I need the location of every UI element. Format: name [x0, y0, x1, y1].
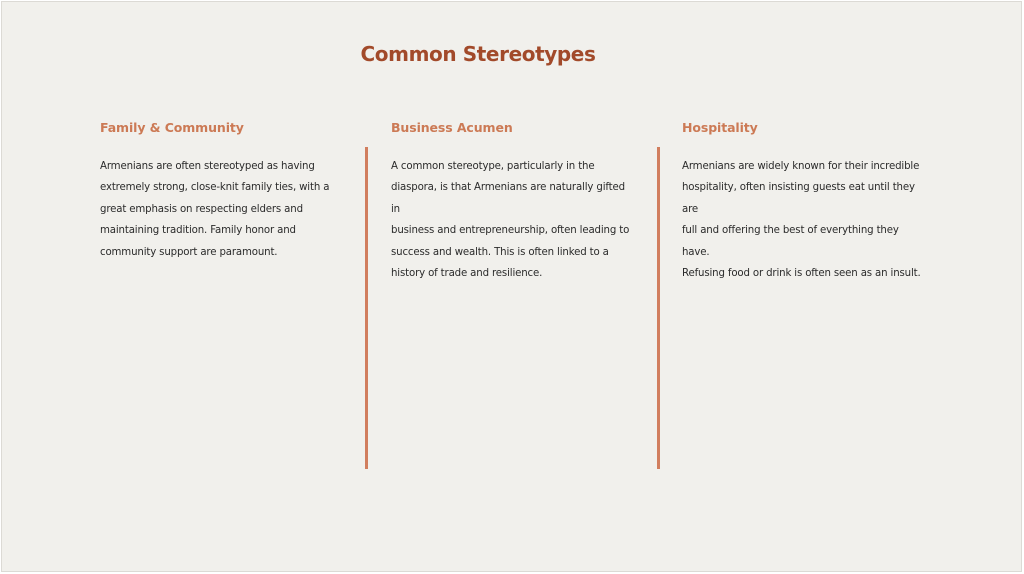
- slide: [1, 1, 1022, 572]
- column-heading: Family & Community: [100, 120, 244, 135]
- column-hospitality: [682, 119, 922, 284]
- body-line: great emphasis on respecting elders and: [100, 203, 303, 215]
- slide-title: Common Stereotypes: [360, 42, 596, 66]
- body-line: Armenians are often stereotyped as having: [100, 161, 315, 172]
- body-line: Armenians are widely known for their incredible: [682, 161, 920, 172]
- body-line: maintaining tradition. Family honor and: [100, 225, 296, 237]
- column-body: [682, 156, 922, 284]
- body-line: hospitality, often insisting guests eat until they are: [682, 182, 915, 215]
- body-line: A common stereotype, particularly in the: [391, 161, 595, 172]
- body-line: business and entrepreneurship, often leading to: [391, 225, 630, 237]
- column-divider: [657, 147, 660, 469]
- column-body: [391, 156, 631, 284]
- body-line: history of trade and resilience.: [391, 268, 543, 280]
- body-line: Refusing food or drink is often seen as an insult.: [682, 268, 921, 280]
- column-heading: Business Acumen: [391, 120, 513, 135]
- body-line: extremely strong, close-knit family ties, with a: [100, 182, 330, 194]
- body-line: success and wealth. This is often linked to a: [391, 246, 609, 258]
- body-line: community support are paramount.: [100, 246, 278, 258]
- column-business-acumen: [391, 119, 631, 284]
- column-family-community: [100, 119, 340, 263]
- body-line: diaspora, is that Armenians are naturally gifted in: [391, 182, 625, 215]
- body-line: full and offering the best of everything they have.: [682, 225, 899, 258]
- column-body: [100, 156, 340, 263]
- column-heading: Hospitality: [682, 120, 758, 135]
- column-divider: [365, 147, 368, 469]
